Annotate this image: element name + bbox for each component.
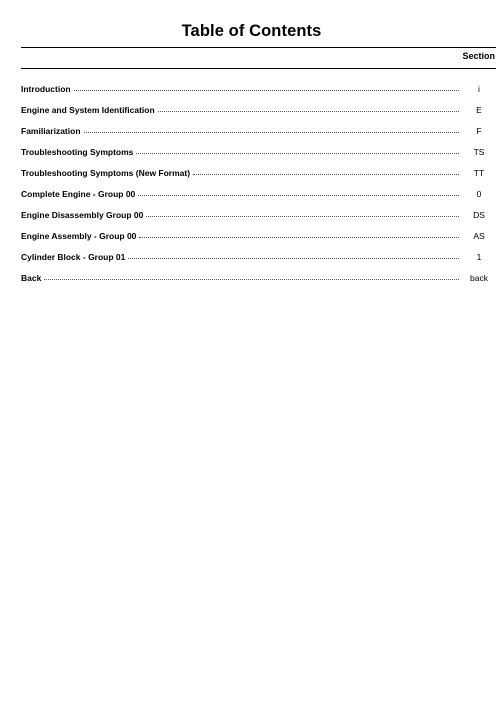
- toc-entry-section[interactable]: F: [476, 126, 482, 136]
- toc-entry-back[interactable]: [21, 273, 496, 294]
- page-title: Table of Contents: [181, 22, 322, 40]
- toc-entry-title[interactable]: Troubleshooting Symptoms (New Format): [21, 168, 191, 178]
- toc-entry-title[interactable]: Complete Engine - Group 00: [21, 189, 136, 199]
- toc-entry-section[interactable]: TT: [473, 168, 485, 178]
- toc-entry-section[interactable]: 1: [476, 252, 482, 262]
- toc-entry-troubleshooting-new-format[interactable]: [21, 168, 496, 189]
- toc-entry-section[interactable]: E: [476, 105, 482, 115]
- toc-entry-section[interactable]: TS: [473, 147, 485, 157]
- toc-entry-complete-engine[interactable]: [21, 189, 496, 210]
- dot-leader: [136, 153, 459, 154]
- toc-entry-troubleshooting-symptoms[interactable]: [21, 147, 496, 168]
- dot-leader: [138, 195, 459, 196]
- header-top-rule: [21, 47, 496, 48]
- dot-leader: [158, 111, 459, 112]
- header-bottom-rule: [21, 68, 496, 69]
- toc-entry-introduction[interactable]: [21, 84, 496, 105]
- toc-entry-title[interactable]: Cylinder Block - Group 01: [21, 252, 126, 262]
- dot-leader: [146, 216, 459, 217]
- toc-entry-section[interactable]: 0: [476, 189, 482, 199]
- dot-leader: [74, 90, 459, 91]
- toc-entry-section[interactable]: i: [478, 84, 480, 94]
- dot-leader: [84, 132, 459, 133]
- toc-entry-section[interactable]: DS: [473, 210, 485, 220]
- toc-entry-engine-assembly[interactable]: [21, 231, 496, 252]
- toc-entry-title[interactable]: Introduction: [21, 84, 71, 94]
- dot-leader: [44, 279, 459, 280]
- toc-entry-engine-identification[interactable]: [21, 105, 496, 126]
- toc-entry-cylinder-block[interactable]: [21, 252, 496, 273]
- dot-leader: [139, 237, 459, 238]
- toc-entry-title[interactable]: Back: [21, 273, 42, 283]
- dot-leader: [193, 174, 459, 175]
- toc-entry-title[interactable]: Engine Disassembly Group 00: [21, 210, 144, 220]
- toc-entry-familiarization[interactable]: [21, 126, 496, 147]
- toc-list: [21, 84, 496, 294]
- toc-entry-engine-disassembly[interactable]: [21, 210, 496, 231]
- toc-entry-title[interactable]: Familiarization: [21, 126, 81, 136]
- dot-leader: [128, 258, 459, 259]
- toc-entry-title[interactable]: Engine Assembly - Group 00: [21, 231, 137, 241]
- toc-entry-section[interactable]: back: [470, 273, 488, 283]
- toc-entry-title[interactable]: Troubleshooting Symptoms: [21, 147, 134, 157]
- toc-entry-title[interactable]: Engine and System Identification: [21, 105, 155, 115]
- toc-entry-section[interactable]: AS: [473, 231, 485, 241]
- section-column-header: Section: [462, 51, 495, 61]
